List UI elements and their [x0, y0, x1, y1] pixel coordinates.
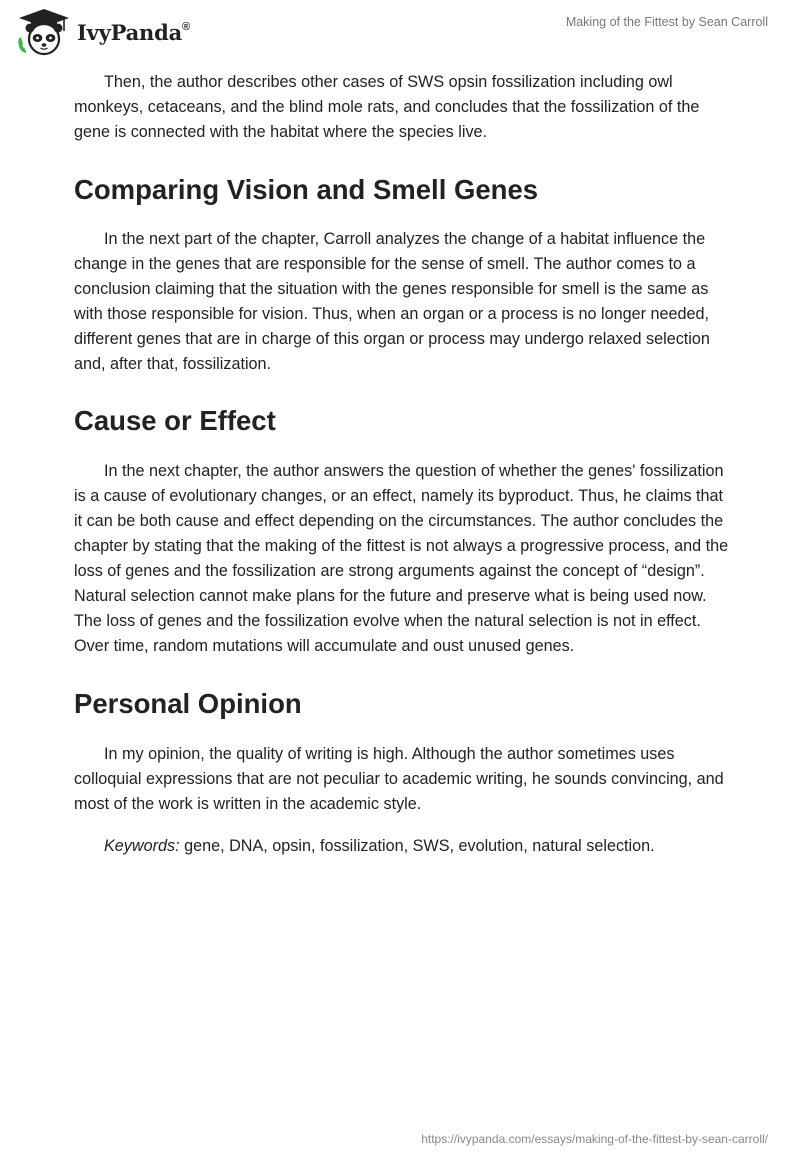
source-url[interactable]: https://ivypanda.com/essays/making-of-the-fittest-by-sean-carroll/ — [421, 1132, 768, 1146]
page-header — [0, 0, 800, 64]
ivypanda-logo[interactable] — [15, 7, 190, 57]
paragraph-cause-effect: In the next chapter, the author answers the question of whether the genes' fossilization is a cause of evolutionary changes, or an effect, namely its byproduct. Thus, he claims that it can be both cause and effect depending on the circumstances. The author concludes the chapter by stating that the making of the fittest is not always a progressive process, and the loss of genes and the fossilization are strong arguments against the concept of “design”. Natural selection cannot make plans for the future and preserve what is being used now. The loss of genes and the fossilization evolve when the natural selection is not in effect. Over time, random mutations will accumulate and oust unused genes. — [74, 462, 729, 655]
paragraph-personal-opinion: In my opinion, the quality of writing is high. Although the author sometimes uses colloquial expressions that are not peculiar to academic writing, he sounds convincing, and most of the work is written in the academic style. — [74, 745, 724, 813]
heading-personal-opinion: Personal Opinion — [74, 688, 302, 719]
panda-graduate-icon — [15, 7, 73, 57]
document-title: Making of the Fittest by Sean Carroll — [565, 15, 768, 29]
logo-text: IvyPanda® — [77, 19, 190, 45]
keywords-text: gene, DNA, opsin, fossilization, SWS, evolution, natural selection. — [179, 837, 655, 855]
keywords-line — [74, 834, 730, 859]
keywords-label: Keywords: — [104, 837, 180, 855]
heading-cause-or-effect: Cause or Effect — [74, 405, 276, 436]
heading-comparing-genes: Comparing Vision and Smell Genes — [74, 174, 539, 205]
paragraph-smell-genes: In the next part of the chapter, Carroll analyzes the change of a habitat influence the change in the genes that are responsible for the sense of smell. The author comes to a conclusion claiming that the situation with the genes responsible for smell is the same as with those responsible for vision. Thus, when an organ or a process is no longer needed, different genes that are in charge of this organ or process may undergo relaxed selection and, after that, fossilization. — [74, 230, 710, 373]
essay-content — [74, 70, 730, 859]
paragraph-fossilization-cases: Then, the author describes other cases of SWS opsin fossilization including owl monkeys, cetaceans, and the blind mole rats, and concludes that the fossilization of the gene is connected with the habitat where the species live. — [74, 73, 700, 141]
